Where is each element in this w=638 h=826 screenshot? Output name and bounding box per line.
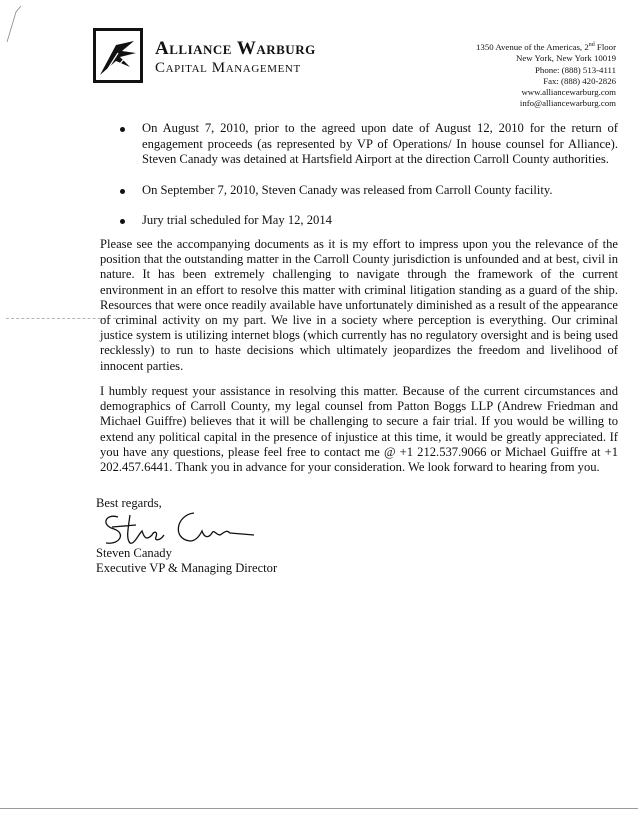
- address-line-2: New York, New York 10019: [516, 53, 616, 64]
- contact-block: [416, 40, 616, 110]
- address-sup: nd: [588, 42, 595, 48]
- address-street: 1350 Avenue of the Americas, 2: [476, 41, 589, 52]
- bullet-text: Jury trial scheduled for May 12, 2014: [142, 213, 332, 227]
- email-line: info@alliancewarburg.com: [519, 98, 616, 109]
- bullet-item: [100, 213, 618, 229]
- bottom-divider: [0, 808, 638, 809]
- closing-salutation: Best regards,: [96, 496, 162, 510]
- bullet-dot-icon: [120, 127, 125, 132]
- scan-artifact-mark: [4, 4, 24, 44]
- warburg-bird-logo-icon: [96, 31, 140, 80]
- signer-name: Steven Canady: [96, 546, 172, 560]
- company-name: Alliance Warburg: [155, 38, 316, 59]
- bullet-text: On August 7, 2010, prior to the agreed upon date of August 12, 2010 for the return of engagement proceeds (as represented by VP of Operations/ In house counsel for Alliance). Steven Canady was detained at Hartsfield Airport at the direction Carroll County authorities.: [142, 121, 618, 166]
- address-line-1: [416, 40, 616, 53]
- bullet-item: [100, 183, 618, 199]
- bullet-dot-icon: [120, 219, 125, 224]
- company-subtitle: Capital Management: [155, 60, 301, 76]
- bullet-text: On September 7, 2010, Steven Canady was released from Carroll County facility.: [142, 182, 553, 197]
- body-paragraph-2: I humbly request your assistance in resolving this matter. Because of the current circumstances and demographics of Carroll County, my legal counsel from Patton Boggs LLP (Andrew Friedman and Michael Guiffre) believes that it will be challenging to secure a fair trial. If you would be willing to extend any political capital in the presence of injustice at this time, it would be greatly appreciated. If you have any questions, please feel free to contact me @ +1 212.537.9066 or Michael Guiffre at +1 202.457.6441. Thank you in advance for your consideration. We look forward to hearing from you.: [100, 384, 618, 475]
- phone-line: Phone: (888) 513-4111: [535, 64, 616, 75]
- signer-title: Executive VP & Managing Director: [96, 561, 278, 575]
- signature-block: [96, 546, 277, 576]
- website-line: www.alliancewarburg.com: [521, 87, 616, 98]
- body-paragraph-1: Please see the accompanying documents as it is my effort to impress upon you the relevance of the position that the outstanding matter in the Carroll County jurisdiction is unfounded and at best, civil in nature. It has been extremely challenging to navigate through the framework of the current environment in an effort to resolve this matter with criminal litigation standing as a guard of the ship. Resources that were once readily available have unfortunately diminished as a result of the appearance of criminal activity on my part. We live in a society where perception is everything. Our criminal justice system is utilizing internet blogs (which currently has no regulatory oversight and is being used recklessly) to run to haste decisions which ultimately jeopardizes the freedom and livelihood of innocent parties.: [100, 237, 618, 373]
- bullet-item: [100, 121, 618, 168]
- fax-line: Fax: (888) 420-2826: [543, 75, 616, 86]
- company-logo: [93, 28, 143, 83]
- bullet-dot-icon: [120, 189, 125, 194]
- bullet-list: [100, 121, 618, 229]
- address-floor: Floor: [594, 41, 616, 52]
